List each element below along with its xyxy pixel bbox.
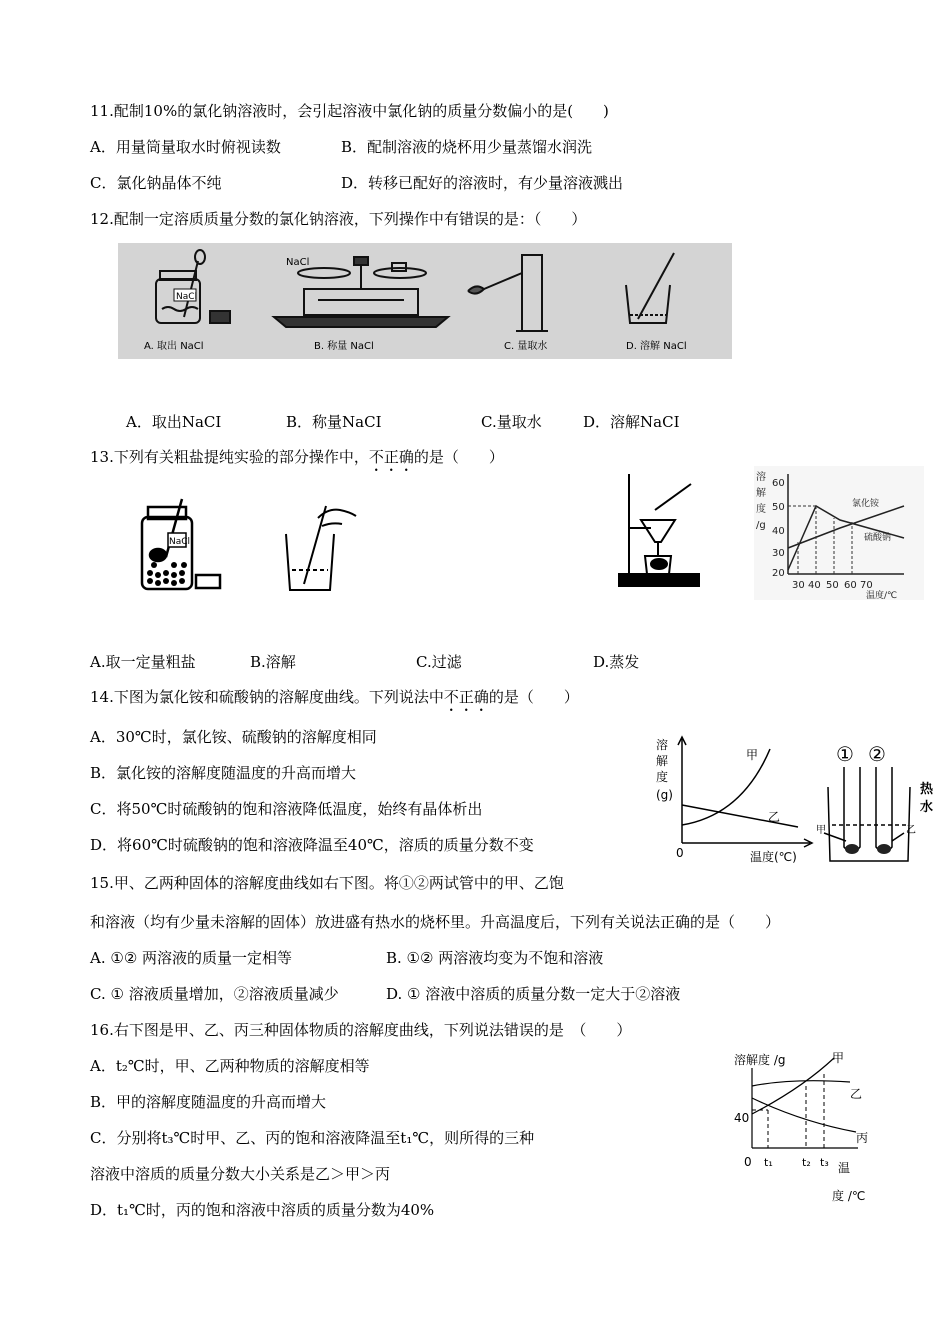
q16-option-a: A．t₂℃时，甲、乙两种物质的溶解度相等 xyxy=(90,1057,370,1075)
q11-option-b: B．配制溶液的烧杯用少量蒸馏水润洗 xyxy=(341,138,593,156)
ylabel-char-3: 度 xyxy=(656,770,669,784)
caption-a: A. 取出 NaCl xyxy=(144,341,204,352)
hot-water-char-1: 热 xyxy=(920,782,934,797)
q11-option-d: D．转移已配好的溶液时，有少量溶液溅出 xyxy=(341,174,624,192)
ylabel-char-4: (g) xyxy=(656,788,673,802)
xlabel-part2: 度 /℃ xyxy=(832,1189,866,1203)
ytick-30: 30 xyxy=(772,548,785,559)
q15-option-a: A. ①② 两溶液的质量一定相等 xyxy=(90,949,293,967)
q14-option-b: B．氯化铵的溶解度随温度的升高而增大 xyxy=(90,764,357,782)
q16-option-c-line1: C．分别将t₃℃时甲、乙、丙的饱和溶液降温至t₁℃，则所得的三种 xyxy=(90,1129,535,1147)
q13-option-c: C.过滤 xyxy=(416,653,462,671)
balance-label: NaCl xyxy=(286,257,310,268)
q13-solubility-graph xyxy=(754,466,924,600)
q16-option-b: B．甲的溶解度随温度的升高而增大 xyxy=(90,1093,327,1111)
q14-option-a: A．30℃时，氯化铵、硫酸钠的溶解度相同 xyxy=(90,728,377,746)
ytick-50: 50 xyxy=(772,502,785,513)
label-ammonium-chloride: 氯化铵 xyxy=(852,499,880,509)
q13-option-a: A.取一定量粗盐 xyxy=(90,653,196,671)
caption-b: B. 称量 NaCl xyxy=(314,341,374,352)
xtick-t2: t₂ xyxy=(802,1156,811,1169)
caption-c: C. 量取水 xyxy=(504,341,548,352)
q12-option-b: B．称量NaCI xyxy=(286,413,382,431)
q11-option-c: C．氯化钠晶体不纯 xyxy=(90,174,222,192)
q13-option-b: B.溶解 xyxy=(250,653,296,671)
tube-yi-label: 乙 xyxy=(906,825,916,836)
q16-solubility-graph xyxy=(732,1048,884,1208)
q15-option-d: D. ① 溶液中溶质的质量分数一定大于②溶液 xyxy=(386,985,681,1003)
ylabel-char-2: 解 xyxy=(756,488,766,499)
hot-water-char-2: 水 xyxy=(920,800,934,815)
curve-label-yi: 乙 xyxy=(850,1087,863,1101)
xtick-60: 60 xyxy=(844,580,857,591)
jar-tag: NaCl xyxy=(169,537,191,547)
jar-label: NaCl xyxy=(176,292,198,302)
ytick-40: 40 xyxy=(734,1111,750,1125)
ylabel-char-3: 度 xyxy=(756,504,766,515)
curve-label-bing: 丙 xyxy=(856,1131,869,1145)
ylabel: 溶解度 /g xyxy=(734,1053,786,1067)
ytick-40: 40 xyxy=(772,526,785,537)
q12-option-a: A．取出NaCI xyxy=(126,413,222,431)
curve-yi xyxy=(682,805,798,827)
ytick-60: 60 xyxy=(772,478,785,489)
q11-stem: 11.配制10%的氯化钠溶液时，会引起溶液中氯化钠的质量分数偏小的是( ) xyxy=(90,102,609,120)
ylabel-char-1: 溶 xyxy=(756,472,766,483)
xtick-40: 40 xyxy=(808,580,821,591)
xlabel-part1: 温 xyxy=(838,1161,851,1175)
q15-option-c: C. ① 溶液质量增加，②溶液质量减少 xyxy=(90,985,339,1003)
tube-jia-label: 甲 xyxy=(816,825,826,836)
q16-stem: 16.右下图是甲、乙、丙三种固体物质的溶解度曲线，下列说法错误的是 （ ） xyxy=(90,1021,632,1039)
q13-filtration-figure xyxy=(615,470,705,590)
label-sodium-sulfate: 硫酸钠 xyxy=(864,533,892,543)
q12-stem: 12.配制一定溶质质量分数的氯化钠溶液，下列操作中有错误的是：（ ） xyxy=(90,210,587,228)
xtick-30: 30 xyxy=(792,580,805,591)
ylabel-char-1: 溶 xyxy=(656,738,669,752)
q11-option-a: A．用量筒量取水时俯视读数 xyxy=(90,138,281,156)
q13-beaker-figure xyxy=(278,500,358,595)
q14-option-c: C．将50℃时硫酸钠的饱和溶液降低温度，始终有晶体析出 xyxy=(90,800,483,818)
q13-stem: 13.下列有关粗盐提纯实验的部分操作中，不正确的是（ ） xyxy=(90,448,504,466)
q13-option-d: D.蒸发 xyxy=(593,653,640,671)
ylabel-char-4: /g xyxy=(756,520,766,531)
q15-stem-line1: 15.甲、乙两种固体的溶解度曲线如右下图。将①②两试管中的甲、乙饱 xyxy=(90,874,564,892)
xtick-70: 70 xyxy=(860,580,873,591)
xlabel: 温度/℃ xyxy=(866,591,898,600)
q14-stem: 14.下图为氯化铵和硫酸钠的溶解度曲线。下列说法中不正确的是（ ） xyxy=(90,688,579,706)
beaker-icon xyxy=(828,787,910,861)
q13-jar-figure xyxy=(138,493,228,593)
tube-label-2: ② xyxy=(868,742,886,766)
q15-stem-line2: 和溶液（均有少量未溶解的固体）放进盛有热水的烧杯里。升高温度后，下列有关说法正确的是（ ） xyxy=(90,913,781,931)
q12-option-c: C.量取水 xyxy=(481,413,542,431)
ytick-20: 20 xyxy=(772,568,785,579)
curve-label-jia: 甲 xyxy=(746,748,759,762)
q15-solubility-graph xyxy=(652,733,814,863)
xtick-t1: t₁ xyxy=(764,1156,773,1169)
tube-label-1: ① xyxy=(836,742,854,766)
q16-option-d: D．t₁℃时，丙的饱和溶液中溶质的质量分数为40% xyxy=(90,1201,435,1219)
curve-label-jia: 甲 xyxy=(832,1051,845,1065)
caption-d: D. 溶解 NaCl xyxy=(626,341,687,352)
q15-option-b: B. ①② 两溶液均变为不饱和溶液 xyxy=(386,949,604,967)
origin-label: 0 xyxy=(744,1155,752,1169)
xtick-t3: t₃ xyxy=(820,1156,829,1169)
xtick-50: 50 xyxy=(826,580,839,591)
q14-option-d: D．将60℃时硫酸钠的饱和溶液降温至40℃，溶质的质量分数不变 xyxy=(90,836,534,854)
origin-label: 0 xyxy=(676,846,684,860)
q12-lab-figure xyxy=(118,243,732,359)
q16-option-c-line2: 溶液中溶质的质量分数大小关系是乙＞甲＞丙 xyxy=(90,1165,391,1183)
xlabel: 温度(℃) xyxy=(750,850,797,863)
ylabel-char-2: 解 xyxy=(656,754,669,768)
q15-test-tubes-figure xyxy=(812,737,938,865)
q12-option-d: D．溶解NaCI xyxy=(583,413,680,431)
curve-label-yi: 乙 xyxy=(768,810,781,824)
